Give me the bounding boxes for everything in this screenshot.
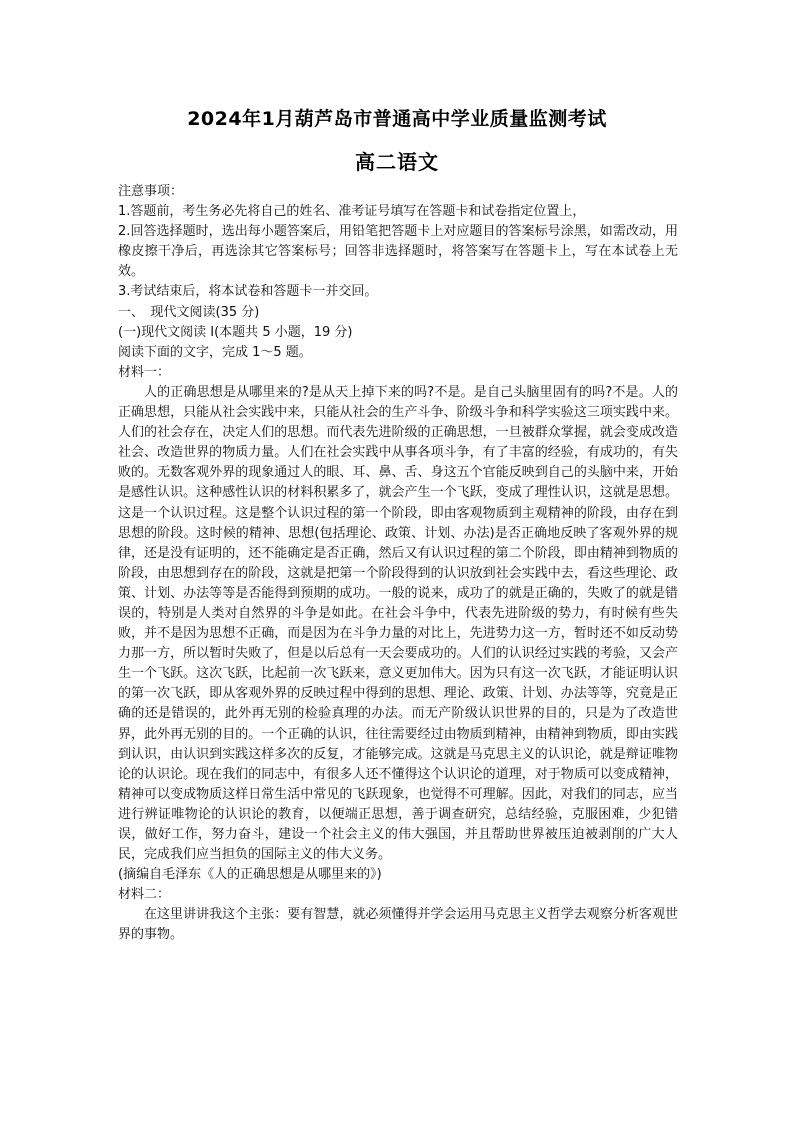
material-two-label: 材料二： <box>118 887 171 903</box>
notice-item: 3.考试结束后，将本试卷和答题卡一并交回。 <box>118 284 378 300</box>
notice-label: 注意事项： <box>118 184 184 199</box>
exam-subject: 高二语文 <box>355 150 439 174</box>
reading-instruction: 阅读下面的文字，完成 1～5 题。 <box>118 344 312 360</box>
exam-body <box>118 182 678 946</box>
material-one-label: 材料一： <box>118 364 171 380</box>
notice-item: 2.回答选择题时，选出每小题答案后，用铅笔把答题卡上对应题目的答案标号涂黑，如需改动，用橡皮擦干净后，再选涂其它答案标号；回答非选择题时，将答案写在答题卡上，写在本试卷上无效。 <box>118 224 678 280</box>
material-one-text: 人的正确思想是从哪里来的?是从天上掉下来的吗?不是。是自己头脑里固有的吗?不是。人的正确思想，只能从社会实践中来，只能从社会的生产斗争、阶级斗争和科学实验这三项实践中来。人们的社会存在，决定人们的思想。而代表先进阶级的正确思想，一旦被群众掌握，就会变成改造社会、改造世界的物质力量。人们在社会实践中从事各项斗争，有了丰富的经验，有成功的，有失败的。无数客观外界的现象通过人的眼、耳、鼻、舌、身这五个官能反映到自己的头脑中来，开始是感性认识。这种感性认识的材料积累多了，就会产生一个飞跃，变成了理性认识，这就是思想。这是一个认识过程。这是整个认识过程的第一个阶段，即由客观物质到主观精神的阶段，由存在到思想的阶段。这时候的精神、思想(包括理论、政策、计划、办法)是否正确地反映了客观外界的规律，还是没有证明的，还不能确定是否正确，然后又有认识过程的第二个阶段，即由精神到物质的阶段，由思想到存在的阶段，这就是把第一个阶段得到的认识放到社会实践中去，看这些理论、政策、计划、办法等等是否能得到预期的成功。一般的说来，成功了的就是正确的，失败了的就是错误的，特别是人类对自然界的斗争是如此。在社会斗争中，代表先进阶级的势力，有时候有些失败，并不是因为思想不正确，而是因为在斗争力量的对比上，先进势力这一方，暂时还不如反动势力那一方，所以暂时失败了，但是以后总有一天会要成功的。人们的认识经过实践的考验，又会产生一个飞跃。这次飞跃，比起前一次飞跃来，意义更加伟大。因为只有这一次飞跃，才能证明认识的第一次飞跃，即从客观外界的反映过程中得到的思想、理论、政策、计划、办法等等，究竟是正确的还是错误的，此外再无别的检验真理的办法。而无产阶级认识世界的目的，只是为了改造世界，此外再无别的目的。一个正确的认识，往往需要经过由物质到精神，由精神到物质，即由实践到认识，由认识到实践这样多次的反复，才能够完成。这就是马克思主义的认识论，就是辩证唯物论的认识论。现在我们的同志中，有很多人还不懂得这个认识论的道理，对于物质可以变成精神，精神可以变成物质这样日常生活中常见的飞跃现象，也觉得不可理解。因此，对我们的同志，应当进行辨证唯物论的认识论的教育，以便端正思想，善于调查研究，总结经验，克服困难，少犯错误，做好工作，努力奋斗，建设一个社会主义的伟大强国，并且帮助世界被压迫被剥削的广大人民，完成我们应当担负的国际主义的伟大义务。 <box>118 384 678 863</box>
material-one-source: (摘编自毛泽东《人的正确思想是从哪里来的》) <box>118 867 382 883</box>
subsection-heading: (一)现代文阅读 I(本题共 5 小题，19 分) <box>118 324 353 340</box>
material-two-text: 在这里讲讲我这个主张：要有智慧，就必须懂得并学会运用马克思主义哲学去观察分析客观世界的事物。 <box>118 907 678 943</box>
notice-item: 1.答题前，考生务必先将自己的姓名、准考证号填写在答题卡和试卷指定位置上， <box>118 204 586 220</box>
exam-title: 2024年1月葫芦岛市普通高中学业质量监测考试 <box>187 108 607 130</box>
section-heading: 一、 现代文阅读(35 分) <box>118 304 260 320</box>
